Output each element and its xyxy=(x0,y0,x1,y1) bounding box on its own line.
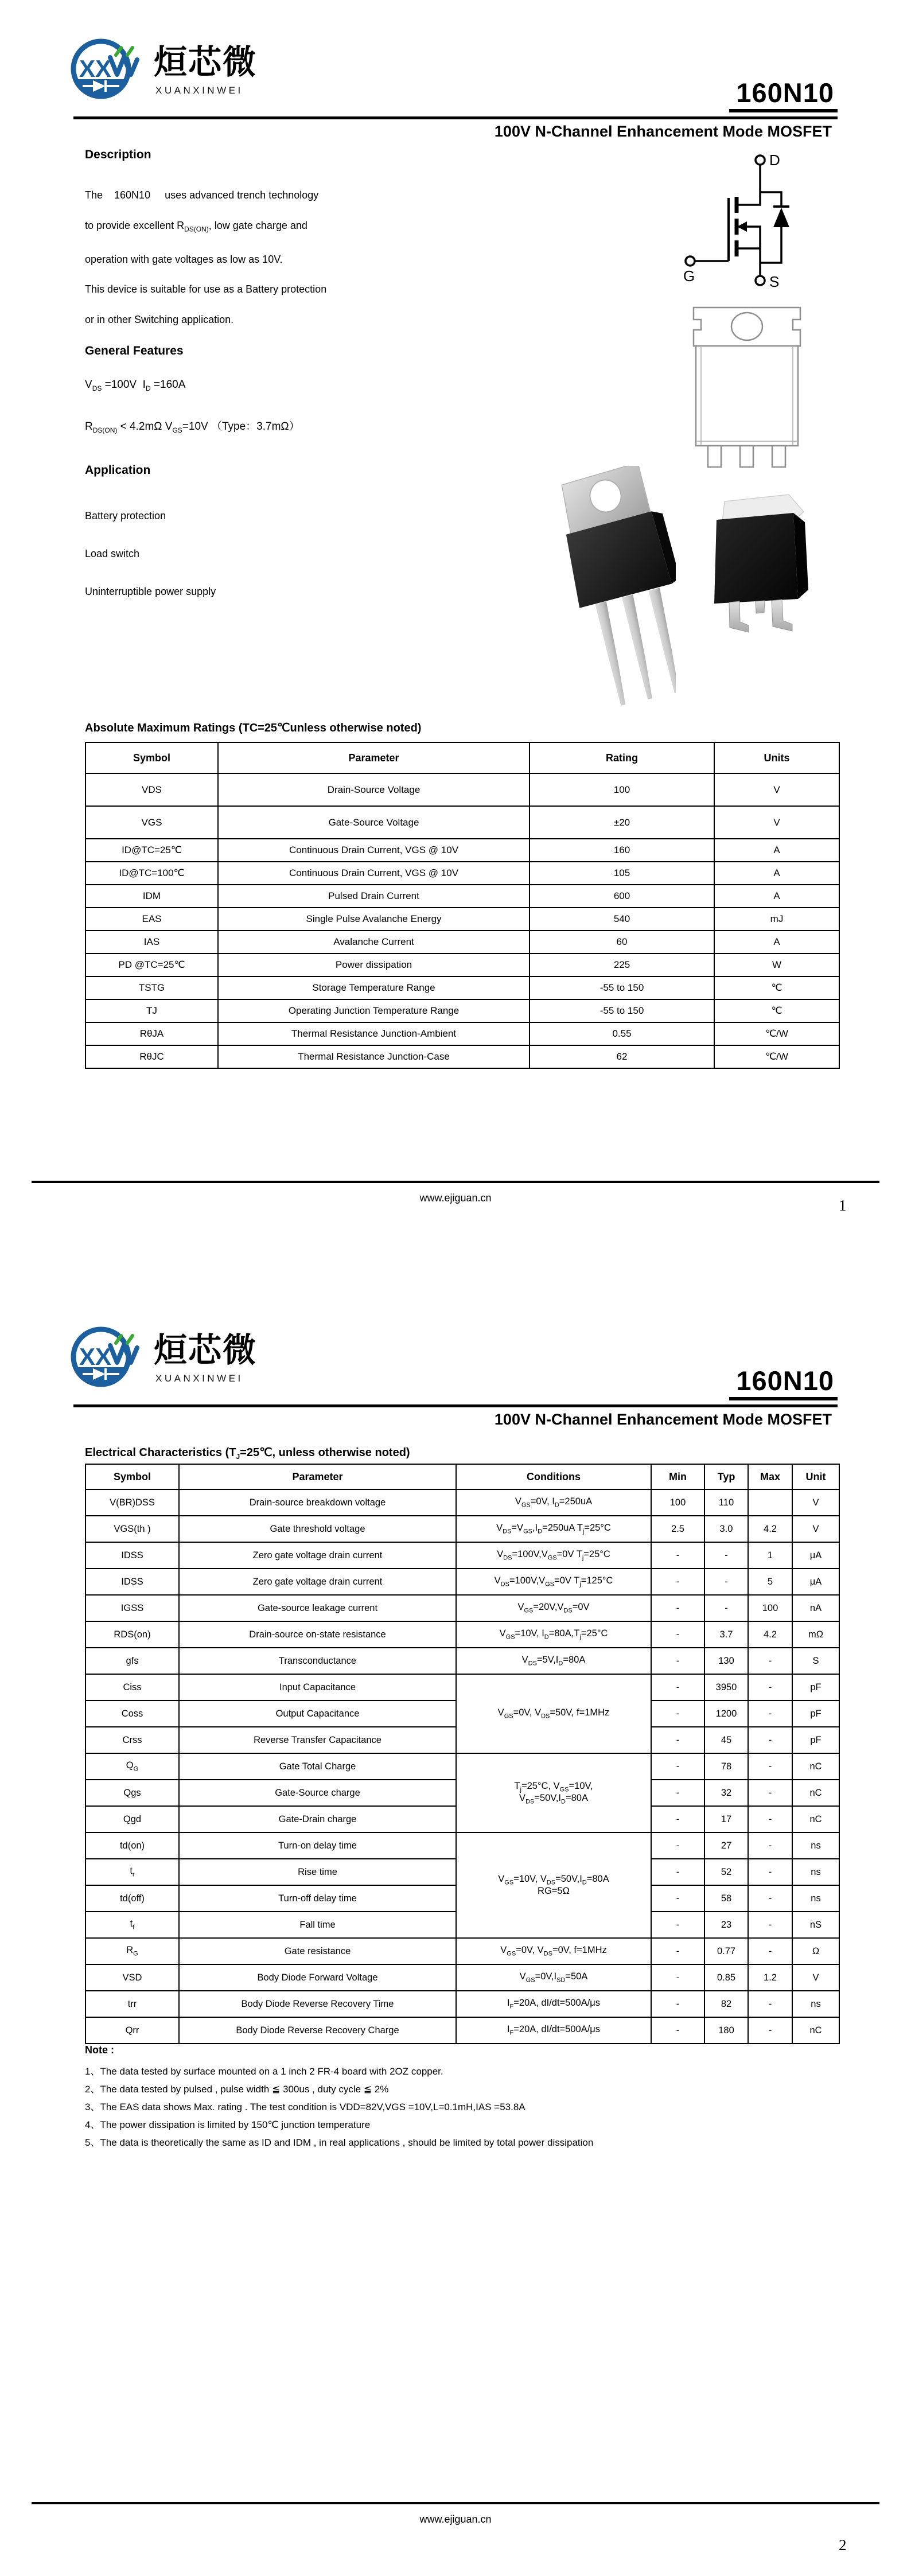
table-cell: 100 xyxy=(530,773,714,806)
table-cell: - xyxy=(651,1621,704,1648)
table-row xyxy=(85,1648,839,1674)
table-cell: Avalanche Current xyxy=(218,931,530,954)
column-header: Symbol xyxy=(85,742,218,773)
table-cell: - xyxy=(704,1569,748,1595)
table-cell: ℃ xyxy=(714,976,839,999)
description-line: operation with gate voltages as low as 10V. xyxy=(85,253,283,265)
table-cell: trr xyxy=(85,1991,179,2017)
table-cell: ℃ xyxy=(714,999,839,1022)
table-cell: $T_j=25^\circ C$, $V_{GS}=10V$, $V_{DS}=50V,I_D=80A$ xyxy=(456,1753,651,1832)
table-cell: $Q_G$ xyxy=(85,1753,179,1780)
table-cell: pF xyxy=(792,1727,839,1753)
table-cell: - xyxy=(651,1701,704,1727)
table-cell: 1 xyxy=(748,1542,792,1569)
table-cell: $t_r$ xyxy=(85,1859,179,1885)
column-header: Parameter xyxy=(179,1464,456,1489)
table-cell: RDS(on) xyxy=(85,1621,179,1648)
table-cell: VGS(th ) xyxy=(85,1516,179,1542)
table-cell: - xyxy=(651,1806,704,1832)
table-cell: 540 xyxy=(530,908,714,931)
table-cell: V xyxy=(792,1489,839,1516)
table-cell: - xyxy=(748,2017,792,2044)
application-heading: Application xyxy=(85,464,151,477)
table-cell: $V_{DS}=100V,V_{GS}=0V$ $T_j=125^\circ C$ xyxy=(456,1569,651,1595)
table-cell: Operating Junction Temperature Range xyxy=(218,999,530,1022)
table-cell: V(BR)DSS xyxy=(85,1489,179,1516)
table-cell: $V_{GS}=10V$, $V_{DS}=50V,I_D=80A$ RG=5Ω xyxy=(456,1832,651,1938)
table-cell: 5 xyxy=(748,1569,792,1595)
table-cell: Qgs xyxy=(85,1780,179,1806)
elec-char-heading: Electrical Characteristics ($T_J=25℃$, unless otherwise noted) xyxy=(85,1446,410,1461)
table-cell: Gate resistance xyxy=(179,1938,456,1964)
table-cell: $V_{GS}=10V$, $I_D=80A,T_j=25^\circ C$ xyxy=(456,1621,651,1648)
table-cell: V xyxy=(792,1964,839,1991)
table-cell: - xyxy=(748,1648,792,1674)
abs-max-table xyxy=(85,742,840,1069)
table-cell: 105 xyxy=(530,862,714,885)
table-row xyxy=(85,908,839,931)
application-item: Battery protection xyxy=(85,510,166,522)
table-cell: RθJC xyxy=(85,1045,218,1068)
table-cell: td(off) xyxy=(85,1885,179,1912)
table-cell: Gate-source leakage current xyxy=(179,1595,456,1621)
table-cell: 130 xyxy=(704,1648,748,1674)
elec-header-row xyxy=(85,1464,839,1489)
table-cell: - xyxy=(651,1938,704,1964)
table-cell: ℃/W xyxy=(714,1022,839,1045)
brand-name-chinese: 烜芯微 xyxy=(154,44,258,81)
table-cell: ns xyxy=(792,1859,839,1885)
table-cell: Single Pulse Avalanche Energy xyxy=(218,908,530,931)
table-cell: - xyxy=(748,1806,792,1832)
note-item: 5、The data is theoretically the same as ID and IDM , in real applications , should be limited by total power dissipation xyxy=(85,2137,594,2148)
table-row xyxy=(85,1621,839,1648)
page-number: 2 xyxy=(839,2536,847,2554)
table-cell: Power dissipation xyxy=(218,954,530,976)
table-cell: $V_{GS}=0V$, $V_{DS}=50V$, f=1MHz xyxy=(456,1674,651,1753)
table-row xyxy=(85,773,839,806)
table-cell: Ω xyxy=(792,1938,839,1964)
table-cell: Turn-on delay time xyxy=(179,1832,456,1859)
table-cell: $I_F=20A$, dI/dt=500A/μs xyxy=(456,1991,651,2017)
mosfet-symbol-diagram xyxy=(680,143,806,293)
abs-max-header-row xyxy=(85,742,839,773)
table-row xyxy=(85,806,839,839)
table-cell: 100 xyxy=(748,1595,792,1621)
description-line: The 160N10 uses advanced trench technology xyxy=(85,189,319,201)
table-cell: Body Diode Reverse Recovery Time xyxy=(179,1991,456,2017)
table-cell: nC xyxy=(792,2017,839,2044)
table-cell: 32 xyxy=(704,1780,748,1806)
table-cell: Continuous Drain Current, VGS @ 10V xyxy=(218,839,530,862)
table-cell: VSD xyxy=(85,1964,179,1991)
table-cell: ns xyxy=(792,1832,839,1859)
table-cell: - xyxy=(651,1674,704,1701)
table-cell: $t_f$ xyxy=(85,1912,179,1938)
table-cell: Drain-Source Voltage xyxy=(218,773,530,806)
application-list xyxy=(85,497,216,610)
application-item: Load switch xyxy=(85,548,140,559)
general-features-heading: General Features xyxy=(85,344,184,357)
table-cell: Thermal Resistance Junction-Case xyxy=(218,1045,530,1068)
symbol-label-source: S xyxy=(769,273,780,290)
table-cell: 3950 xyxy=(704,1674,748,1701)
table-cell: $R_G$ xyxy=(85,1938,179,1964)
table-cell: Ciss xyxy=(85,1674,179,1701)
table-cell: Gate-Source charge xyxy=(179,1780,456,1806)
table-row xyxy=(85,931,839,954)
table-row xyxy=(85,862,839,885)
column-header: Parameter xyxy=(218,742,530,773)
table-cell: ns xyxy=(792,1991,839,2017)
table-cell: $I_F=20A$, dI/dt=500A/μs xyxy=(456,2017,651,2044)
notes-list xyxy=(85,2063,854,2151)
table-cell: Coss xyxy=(85,1701,179,1727)
table-cell: 3.7 xyxy=(704,1621,748,1648)
table-cell: 110 xyxy=(704,1489,748,1516)
table-cell: 600 xyxy=(530,885,714,908)
table-cell: - xyxy=(651,2017,704,2044)
table-row xyxy=(85,1674,839,1701)
table-cell: - xyxy=(748,1753,792,1780)
table-cell: 1200 xyxy=(704,1701,748,1727)
symbol-label-drain: D xyxy=(769,151,780,169)
table-cell: - xyxy=(651,1912,704,1938)
doc-subtitle: 100V N-Channel Enhancement Mode MOSFET xyxy=(494,1411,832,1428)
note-item: 2、The data tested by pulsed , pulse width ≦ 300us , duty cycle ≦ 2% xyxy=(85,2084,389,2095)
table-cell: 3.0 xyxy=(704,1516,748,1542)
to220-photo-illustration xyxy=(561,466,676,713)
datasheet-page-2 xyxy=(0,1288,911,2576)
column-header: Min xyxy=(651,1464,704,1489)
table-cell: - xyxy=(748,1832,792,1859)
footer-url: www.ejiguan.cn xyxy=(419,2513,492,2525)
table-cell: - xyxy=(651,1832,704,1859)
table-cell: 4.2 xyxy=(748,1621,792,1648)
table-cell: - xyxy=(748,1780,792,1806)
table-row xyxy=(85,1964,839,1991)
table-cell: μA xyxy=(792,1542,839,1569)
table-cell: - xyxy=(748,1885,792,1912)
table-cell: Gate threshold voltage xyxy=(179,1516,456,1542)
table-row xyxy=(85,1938,839,1964)
table-cell: Storage Temperature Range xyxy=(218,976,530,999)
table-cell: 82 xyxy=(704,1991,748,2017)
table-cell: IGSS xyxy=(85,1595,179,1621)
table-cell: - xyxy=(651,1780,704,1806)
table-cell: 180 xyxy=(704,2017,748,2044)
table-cell: A xyxy=(714,862,839,885)
description-heading: Description xyxy=(85,148,151,161)
table-cell: mΩ xyxy=(792,1621,839,1648)
table-cell: Fall time xyxy=(179,1912,456,1938)
part-number-title: 160N10 xyxy=(729,1366,838,1400)
table-cell: Gate Total Charge xyxy=(179,1753,456,1780)
table-cell: 1.2 xyxy=(748,1964,792,1991)
table-cell: Thermal Resistance Junction-Ambient xyxy=(218,1022,530,1045)
table-cell: PD @TC=25℃ xyxy=(85,954,218,976)
table-cell: Drain-source breakdown voltage xyxy=(179,1489,456,1516)
table-cell: Output Capacitance xyxy=(179,1701,456,1727)
table-cell: IDSS xyxy=(85,1569,179,1595)
table-cell: IAS xyxy=(85,931,218,954)
table-cell: - xyxy=(651,1991,704,2017)
table-cell: $V_{GS}=0V$, $I_D=250uA$ xyxy=(456,1489,651,1516)
table-cell: nC xyxy=(792,1806,839,1832)
table-cell: IDM xyxy=(85,885,218,908)
column-header: Max xyxy=(748,1464,792,1489)
d2pak-photo-illustration xyxy=(708,487,812,643)
table-cell: td(on) xyxy=(85,1832,179,1859)
table-cell: Body Diode Forward Voltage xyxy=(179,1964,456,1991)
table-cell: TSTG xyxy=(85,976,218,999)
table-cell: - xyxy=(748,1674,792,1701)
table-cell: RθJA xyxy=(85,1022,218,1045)
table-cell: 23 xyxy=(704,1912,748,1938)
table-cell: 60 xyxy=(530,931,714,954)
package-photo-d2pak xyxy=(708,487,812,645)
table-cell: mJ xyxy=(714,908,839,931)
table-cell: pF xyxy=(792,1674,839,1701)
feature-line-rdson: $R_{DS(ON)} < 4.2m\Omega$ $V_{GS}=10V$ （Type：3.7mΩ） xyxy=(85,421,300,434)
table-row xyxy=(85,1832,839,1859)
table-cell: nC xyxy=(792,1753,839,1780)
svg-text:XX: XX xyxy=(79,55,112,82)
table-cell: Continuous Drain Current, VGS @ 10V xyxy=(218,862,530,885)
table-cell: $V_{DS}=5V,I_D=80A$ xyxy=(456,1648,651,1674)
table-cell: pF xyxy=(792,1701,839,1727)
table-row xyxy=(85,976,839,999)
table-cell: 45 xyxy=(704,1727,748,1753)
table-row xyxy=(85,1595,839,1621)
table-cell: $V_{GS}=20V,V_{DS}=0V$ xyxy=(456,1595,651,1621)
table-cell: 17 xyxy=(704,1806,748,1832)
table-cell: Pulsed Drain Current xyxy=(218,885,530,908)
table-cell: - xyxy=(651,1753,704,1780)
table-cell: -55 to 150 xyxy=(530,999,714,1022)
symbol-label-gate: G xyxy=(683,267,695,285)
table-cell: - xyxy=(748,1859,792,1885)
table-cell: Crss xyxy=(85,1727,179,1753)
table-cell: gfs xyxy=(85,1648,179,1674)
table-cell: Input Capacitance xyxy=(179,1674,456,1701)
table-row xyxy=(85,1542,839,1569)
table-cell: $V_{DS}=100V,V_{GS}=0V$ $T_j=25^\circ C$ xyxy=(456,1542,651,1569)
description-line: to provide excellent $R_{DS(ON)}$, low gate charge and xyxy=(85,219,307,234)
table-cell: 2.5 xyxy=(651,1516,704,1542)
table-cell: - xyxy=(651,1569,704,1595)
description-line: or in other Switching application. xyxy=(85,313,234,325)
column-header: Symbol xyxy=(85,1464,179,1489)
footer-url: www.ejiguan.cn xyxy=(419,1192,492,1204)
table-row xyxy=(85,1022,839,1045)
table-cell: ℃/W xyxy=(714,1045,839,1068)
brand-logo xyxy=(68,1324,149,1396)
table-cell: 0.77 xyxy=(704,1938,748,1964)
part-number-title: 160N10 xyxy=(729,78,838,112)
column-header: Rating xyxy=(530,742,714,773)
package-outline-drawing xyxy=(692,306,802,472)
column-header: Conditions xyxy=(456,1464,651,1489)
table-cell: - xyxy=(748,1701,792,1727)
table-cell: - xyxy=(651,1859,704,1885)
mosfet-symbol-icon xyxy=(680,143,806,290)
table-cell: - xyxy=(651,1727,704,1753)
table-cell: - xyxy=(651,1542,704,1569)
table-cell: 160 xyxy=(530,839,714,862)
table-cell: Qrr xyxy=(85,2017,179,2044)
table-cell: A xyxy=(714,885,839,908)
table-cell: 0.85 xyxy=(704,1964,748,1991)
table-row xyxy=(85,839,839,862)
table-cell: 52 xyxy=(704,1859,748,1885)
table-cell: ID@TC=100℃ xyxy=(85,862,218,885)
table-cell: Transconductance xyxy=(179,1648,456,1674)
table-cell: $V_{DS}=V_{GS},I_D=250uA$ $T_j=25^\circ C$ xyxy=(456,1516,651,1542)
table-row xyxy=(85,1045,839,1068)
brand-name-chinese: 烜芯微 xyxy=(154,1332,258,1369)
table-row xyxy=(85,1489,839,1516)
header-rule xyxy=(73,1404,838,1407)
table-cell: V xyxy=(792,1516,839,1542)
table-cell: 4.2 xyxy=(748,1516,792,1542)
description-paragraph xyxy=(85,180,486,335)
feature-line-ratings: $V_{DS} =100V$ $I_D =160A$ xyxy=(85,379,186,392)
brand-logo-icon xyxy=(68,36,149,106)
table-cell: - xyxy=(748,1938,792,1964)
table-row xyxy=(85,1516,839,1542)
column-header: Unit xyxy=(792,1464,839,1489)
table-cell: - xyxy=(748,1991,792,2017)
table-cell: Qgd xyxy=(85,1806,179,1832)
footer-rule xyxy=(32,2502,879,2504)
table-cell: -55 to 150 xyxy=(530,976,714,999)
footer-rule xyxy=(32,1181,879,1183)
column-header: Typ xyxy=(704,1464,748,1489)
package-outline-icon xyxy=(692,306,802,469)
table-cell: - xyxy=(748,1912,792,1938)
table-cell: - xyxy=(704,1595,748,1621)
brand-name-english: XUANXINWEI xyxy=(155,1373,243,1384)
elec-char-table xyxy=(85,1464,840,2044)
table-cell: 225 xyxy=(530,954,714,976)
table-row xyxy=(85,1753,839,1780)
table-cell: EAS xyxy=(85,908,218,931)
table-cell: Gate-Drain charge xyxy=(179,1806,456,1832)
table-cell: VDS xyxy=(85,773,218,806)
table-cell: Turn-off delay time xyxy=(179,1885,456,1912)
table-cell: Reverse Transfer Capacitance xyxy=(179,1727,456,1753)
brand-logo xyxy=(68,36,149,108)
table-cell: Body Diode Reverse Recovery Charge xyxy=(179,2017,456,2044)
table-cell: nS xyxy=(792,1912,839,1938)
column-header: Units xyxy=(714,742,839,773)
package-photo-to220 xyxy=(561,466,676,715)
table-cell: ID@TC=25℃ xyxy=(85,839,218,862)
table-cell: - xyxy=(651,1964,704,1991)
table-cell: Gate-Source Voltage xyxy=(218,806,530,839)
page-number: 1 xyxy=(839,1197,847,1214)
table-cell: $V_{GS}=0V$, $V_{DS}=0V$, f=1MHz xyxy=(456,1938,651,1964)
table-cell: S xyxy=(792,1648,839,1674)
table-cell: nA xyxy=(792,1595,839,1621)
table-cell: 0.55 xyxy=(530,1022,714,1045)
table-cell: 27 xyxy=(704,1832,748,1859)
table-cell: Zero gate voltage drain current xyxy=(179,1542,456,1569)
table-cell: - xyxy=(651,1648,704,1674)
description-line: This device is suitable for use as a Battery protection xyxy=(85,283,327,295)
table-cell: TJ xyxy=(85,999,218,1022)
header-rule xyxy=(73,116,838,119)
notes-heading: Note : xyxy=(85,2044,114,2056)
table-row xyxy=(85,954,839,976)
table-cell: V xyxy=(714,773,839,806)
doc-subtitle: 100V N-Channel Enhancement Mode MOSFET xyxy=(494,123,832,140)
note-item: 1、The data tested by surface mounted on a 1 inch 2 FR-4 board with 2OZ copper. xyxy=(85,2066,443,2077)
table-cell: - xyxy=(651,1595,704,1621)
table-row xyxy=(85,2017,839,2044)
table-cell: V xyxy=(714,806,839,839)
application-item: Uninterruptible power supply xyxy=(85,586,216,597)
note-item: 3、The EAS data shows Max. rating . The test condition is VDD=82V,VGS =10V,L=0.1mH,IAS =53.8A xyxy=(85,2102,525,2112)
table-cell: VGS xyxy=(85,806,218,839)
table-cell: ns xyxy=(792,1885,839,1912)
table-cell: Rise time xyxy=(179,1859,456,1885)
note-item: 4、The power dissipation is limited by 150℃ junction temperature xyxy=(85,2119,371,2130)
table-cell: A xyxy=(714,839,839,862)
table-cell: - xyxy=(651,1885,704,1912)
table-row xyxy=(85,885,839,908)
table-cell: IDSS xyxy=(85,1542,179,1569)
table-cell: $V_{GS}=0V,I_{SD}=50A$ xyxy=(456,1964,651,1991)
table-cell: nC xyxy=(792,1780,839,1806)
table-cell: - xyxy=(704,1542,748,1569)
table-cell: - xyxy=(748,1727,792,1753)
table-row xyxy=(85,1991,839,2017)
table-cell: 100 xyxy=(651,1489,704,1516)
table-cell: Drain-source on-state resistance xyxy=(179,1621,456,1648)
table-cell: W xyxy=(714,954,839,976)
table-cell: A xyxy=(714,931,839,954)
table-cell: 78 xyxy=(704,1753,748,1780)
table-cell: μA xyxy=(792,1569,839,1595)
brand-logo-icon xyxy=(68,1324,149,1394)
brand-name-english: XUANXINWEI xyxy=(155,85,243,96)
table-cell: Zero gate voltage drain current xyxy=(179,1569,456,1595)
table-cell xyxy=(748,1489,792,1516)
table-cell: 62 xyxy=(530,1045,714,1068)
svg-text:XX: XX xyxy=(79,1343,112,1370)
table-row xyxy=(85,1569,839,1595)
table-row xyxy=(85,999,839,1022)
abs-max-heading: Absolute Maximum Ratings (TC=25℃unless otherwise noted) xyxy=(85,722,422,734)
table-cell: 58 xyxy=(704,1885,748,1912)
table-cell: ±20 xyxy=(530,806,714,839)
